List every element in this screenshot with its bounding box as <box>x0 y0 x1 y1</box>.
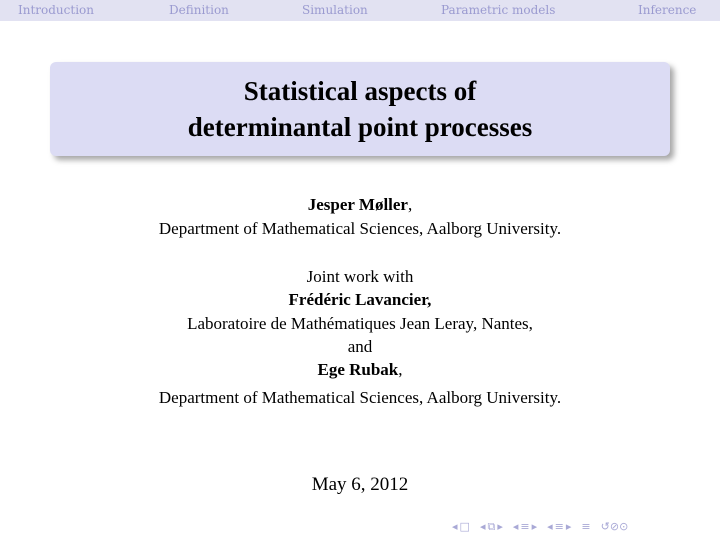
next-section-icon[interactable]: ▸ <box>565 520 572 533</box>
coauthor-2-line <box>0 358 720 382</box>
beamer-navigation-controls <box>452 520 628 534</box>
next-subsection-icon[interactable]: ▸ <box>531 520 538 533</box>
author-name-suffix: , <box>407 195 413 214</box>
coauthor-1-name: Frédéric Lavancier, <box>288 290 432 309</box>
nav-parametric-models[interactable]: Parametric models <box>441 3 556 17</box>
joint-work-intro: Joint work with <box>306 267 414 286</box>
nav-definition[interactable]: Definition <box>169 3 229 17</box>
align-icon[interactable]: ≡ <box>581 520 591 533</box>
frame-box-icon[interactable]: □ <box>459 520 470 533</box>
nav-simulation[interactable]: Simulation <box>302 3 368 17</box>
prev-subsection-icon[interactable]: ◂ <box>512 520 519 533</box>
author-line <box>0 193 720 217</box>
frame-stack-icon[interactable]: ⧉ <box>487 520 496 533</box>
title-box <box>50 62 670 156</box>
coauthor-2-affiliation: Department of Mathematical Sciences, Aalborg University. <box>158 388 562 407</box>
prev-frame-icon[interactable]: ◂ <box>479 520 486 533</box>
nav-introduction[interactable]: Introduction <box>18 3 94 17</box>
author-affiliation: Department of Mathematical Sciences, Aalborg University. <box>158 219 562 238</box>
coauthor-2-name: Ege Rubak <box>317 360 399 379</box>
section-icon[interactable]: ≡ <box>554 520 564 533</box>
next-frame-icon[interactable]: ▸ <box>497 520 503 533</box>
coauthor-2-suffix: , <box>398 360 403 379</box>
search-icon[interactable]: ↺⊘⊙ <box>600 520 629 533</box>
title-line-1: Statistical aspects of <box>243 76 477 106</box>
subsection-icon[interactable]: ≡ <box>520 520 530 533</box>
title-line-2: determinantal point processes <box>187 112 533 142</box>
nav-inference[interactable]: Inference <box>638 3 697 17</box>
prev-section-icon[interactable]: ◂ <box>547 520 553 533</box>
coauthor-1-affiliation: Laboratoire de Mathématiques Jean Leray, Nantes, <box>187 314 533 333</box>
presentation-date: May 6, 2012 <box>311 474 409 495</box>
and-text: and <box>347 337 373 356</box>
author-name: Jesper Møller <box>307 195 408 214</box>
first-frame-icon[interactable]: ◂ <box>452 520 458 533</box>
section-navbar <box>0 0 720 21</box>
